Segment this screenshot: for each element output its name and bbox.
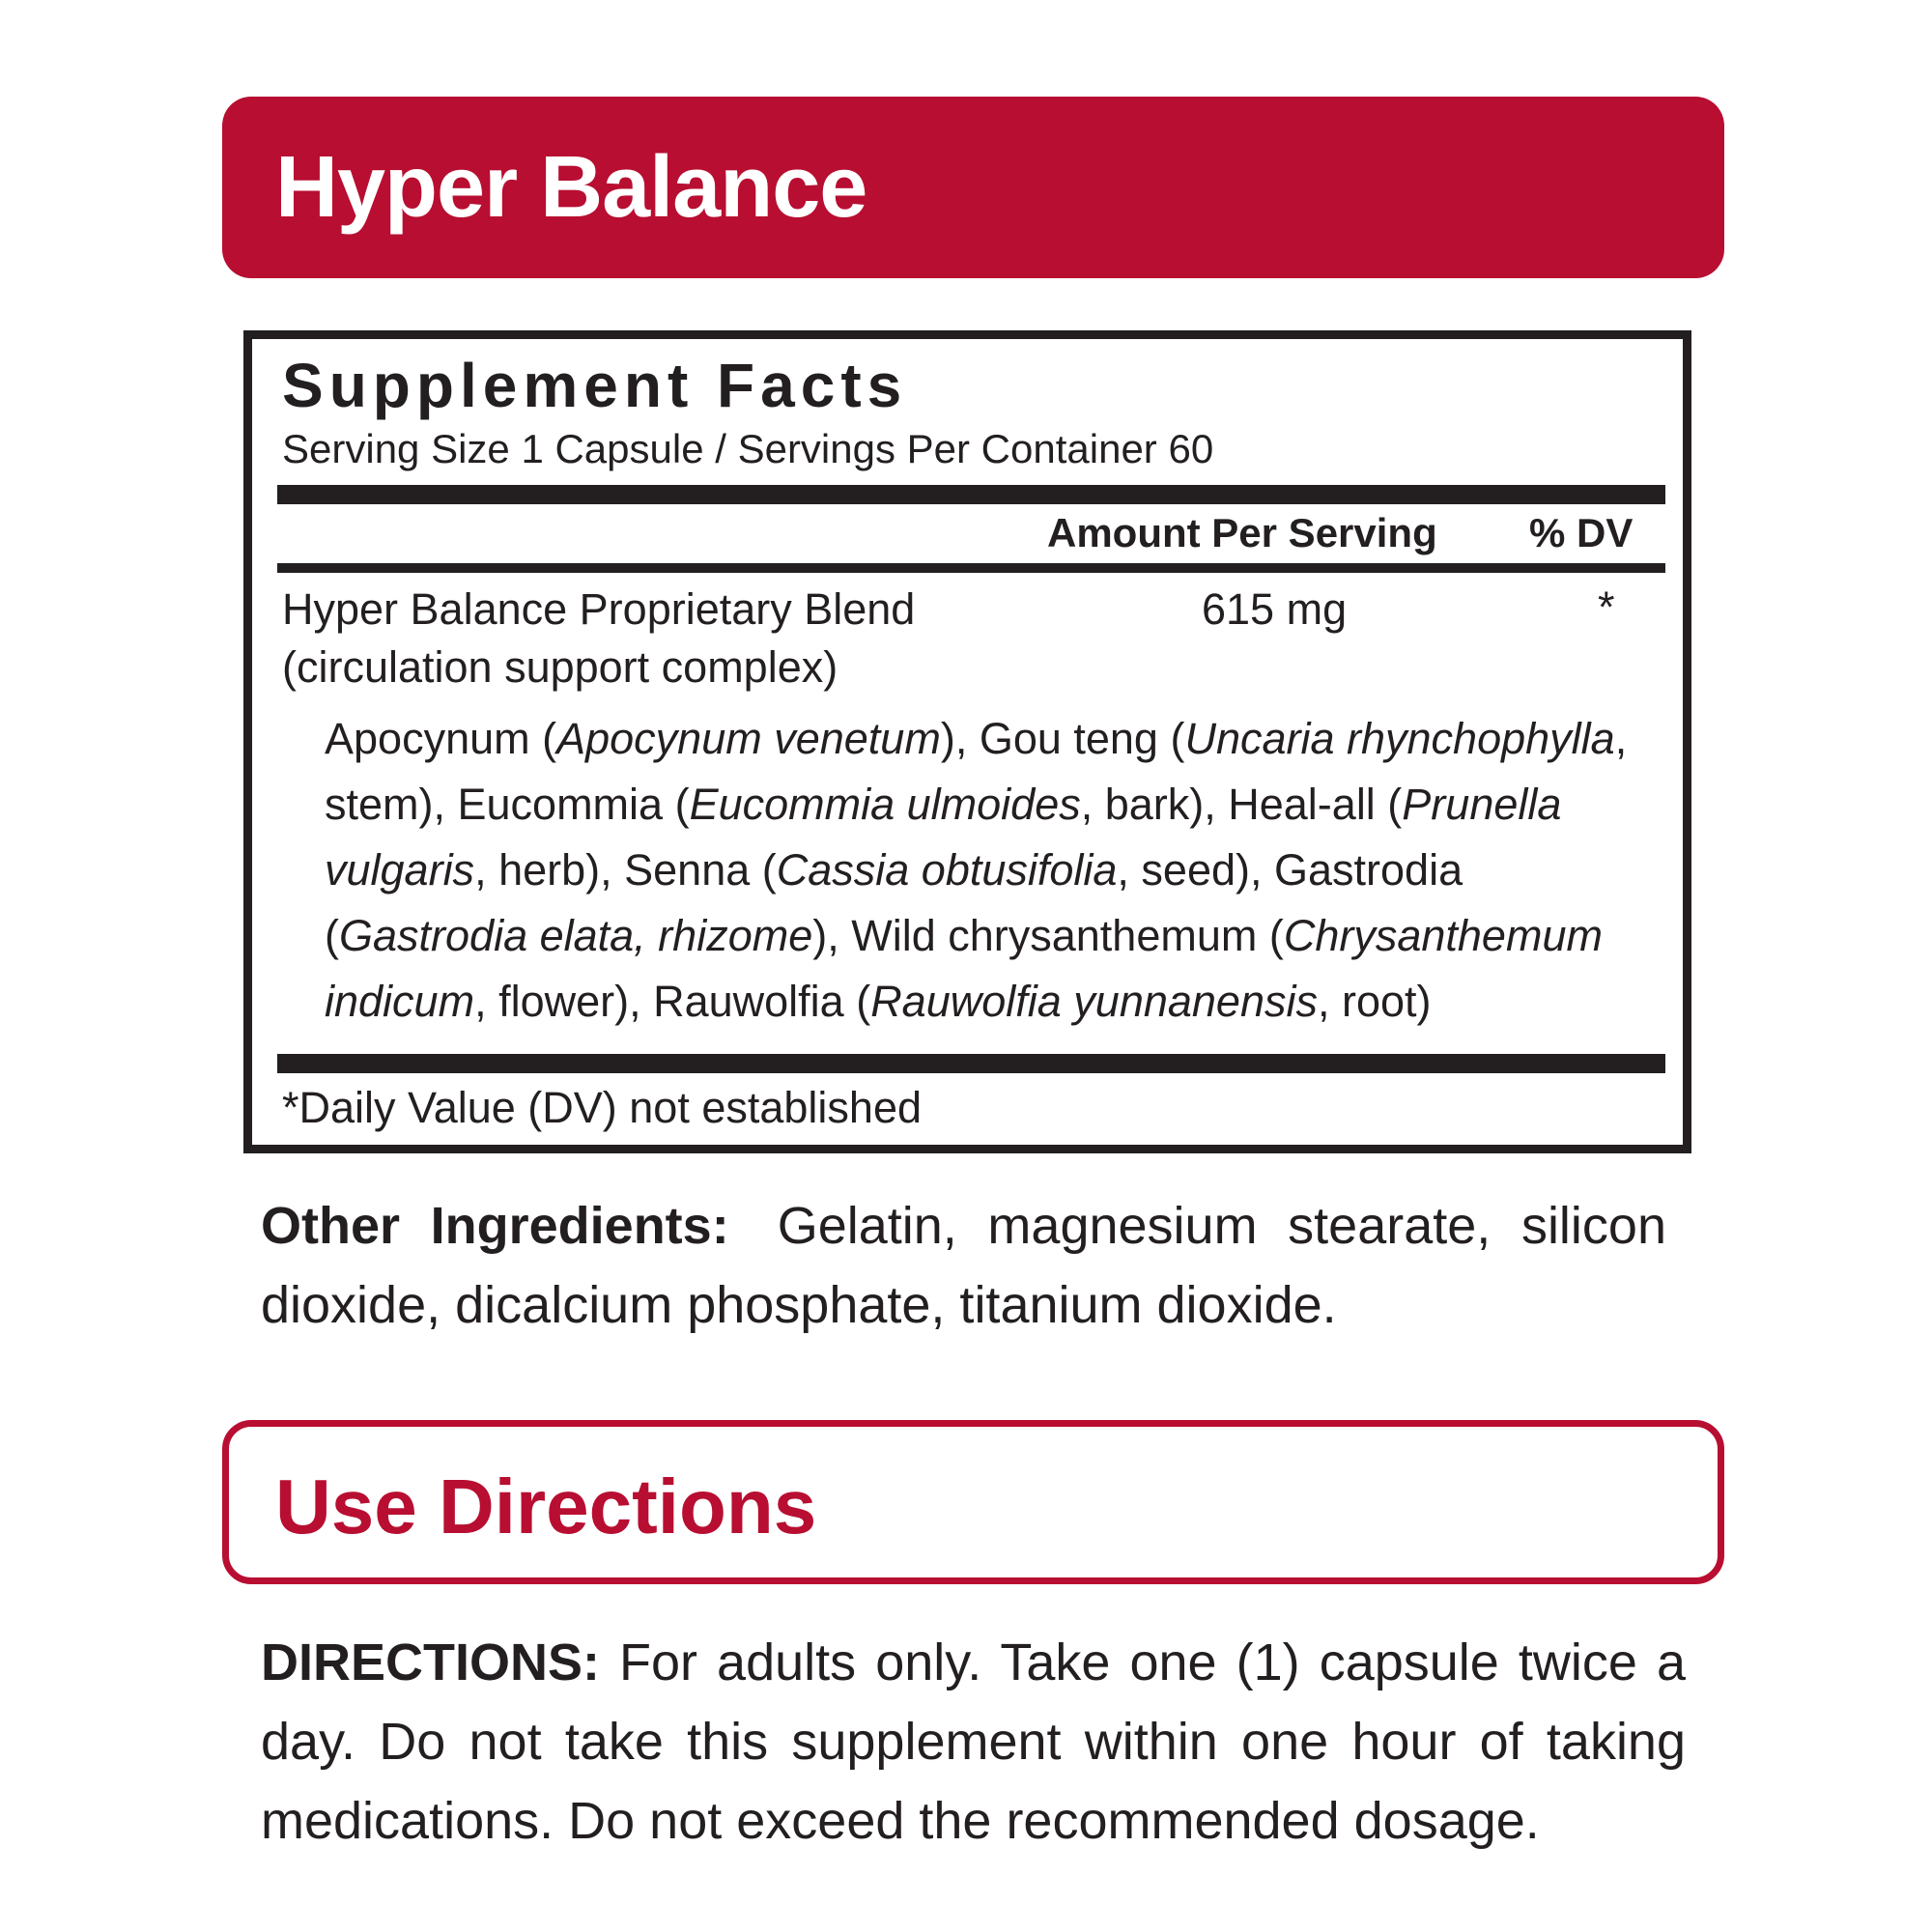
serving-info: Serving Size 1 Capsule / Servings Per Container 60 xyxy=(282,426,1214,471)
directions-label: DIRECTIONS: xyxy=(261,1634,600,1691)
ingredient-text: , stem), Eucommia ( xyxy=(325,714,1628,829)
blend-name xyxy=(282,581,1016,696)
ingredient-text: , flower), Rauwolfia ( xyxy=(474,977,871,1026)
other-ingredients-label: Other Ingredients: xyxy=(261,1197,729,1255)
ingredient-text: ), Wild chrysanthemum ( xyxy=(812,911,1284,960)
blend-amount: 615 mg xyxy=(1202,584,1348,634)
divider-thick-bottom xyxy=(277,1054,1665,1073)
amount-per-serving-header: Amount Per Serving xyxy=(1047,510,1437,555)
blend-ingredient-list xyxy=(325,706,1658,1035)
other-ingredients xyxy=(261,1186,1666,1345)
ingredient-botanical-name: Eucommia ulmoides xyxy=(689,780,1081,829)
blend-daily-value: * xyxy=(1598,582,1615,632)
directions-text: For adults only. Take one (1) capsule twice a day. Do not take this supplement within one hour of taking medications. Do not exceed the recommended dosage. xyxy=(261,1634,1686,1850)
supplement-facts-panel xyxy=(243,330,1691,1153)
daily-value-header: % DV xyxy=(1529,510,1634,555)
use-directions-title: Use Directions xyxy=(275,1463,817,1549)
supplement-facts-heading: Supplement Facts xyxy=(282,351,908,420)
directions xyxy=(261,1623,1686,1861)
ingredient-text: , herb), Senna ( xyxy=(474,845,777,895)
ingredient-botanical-name: Rauwolfia yunnanensis xyxy=(870,977,1318,1026)
ingredient-botanical-name: Cassia obtusifolia xyxy=(776,845,1118,895)
ingredient-text: , root) xyxy=(1317,977,1432,1026)
ingredient-botanical-name: Uncaria rhynchophylla xyxy=(1184,714,1615,763)
ingredient-botanical-name: Chrysanthemum indicum xyxy=(325,911,1603,1026)
divider-thick xyxy=(277,485,1665,504)
ingredient-text: ), Gou teng ( xyxy=(940,714,1185,763)
ingredient-botanical-name: Prunella vulgaris xyxy=(325,780,1562,895)
product-title: Hyper Balance xyxy=(275,139,867,236)
ingredient-text: , bark), Heal-all ( xyxy=(1080,780,1403,829)
divider-medium xyxy=(277,563,1665,573)
blend-name-line2: (circulation support complex) xyxy=(282,642,838,692)
ingredient-text: Apocynum ( xyxy=(325,714,557,763)
use-directions-banner xyxy=(222,1420,1724,1584)
ingredient-botanical-name: Gastrodia elata, rhizome xyxy=(339,911,813,960)
other-ingredients-text: Gelatin, magnesium stearate, silicon dioxide, dicalcium phosphate, titanium dioxide. xyxy=(261,1197,1666,1334)
ingredient-botanical-name: Apocynum venetum xyxy=(556,714,941,763)
product-title-banner xyxy=(222,97,1724,278)
blend-name-line1: Hyper Balance Proprietary Blend xyxy=(282,584,916,634)
daily-value-footnote: *Daily Value (DV) not established xyxy=(282,1083,922,1132)
ingredient-text: , seed), Gastrodia ( xyxy=(325,845,1463,960)
